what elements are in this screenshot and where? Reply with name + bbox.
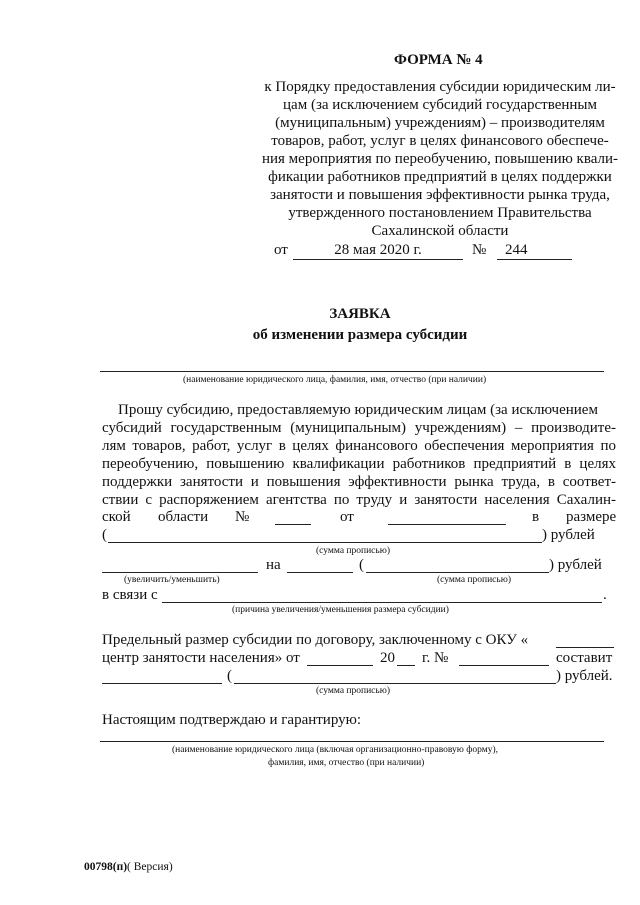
body-line-2: субсидий государственным (муниципальным) учреждениям) – производите- — [102, 420, 616, 436]
document-title: ЗАЯВКА — [329, 306, 391, 322]
body-line-3: лям товаров, работ, услуг в целях финансового обеспечения мероприятия по — [102, 438, 616, 454]
body-line7-in: в — [532, 509, 540, 525]
header-line-4: товаров, работ, услуг в целях финансового обеспече- — [271, 133, 609, 149]
body-line7-word1: ской — [102, 509, 131, 525]
limit-line-1: Предельный размер субсидии по договору, заключенному с ОКУ « — [102, 632, 529, 648]
body-line7-word2: области — [158, 509, 209, 525]
delta-paren-open: ( — [359, 557, 364, 573]
contract-date-underline — [307, 665, 373, 666]
document-code — [84, 861, 173, 873]
order-date: 28 мая 2020 г. — [334, 242, 422, 258]
delta-words-underline — [366, 572, 549, 573]
body-line7-size: размере — [566, 509, 617, 525]
entity-name-caption: (наименование юридического лица, фамилия, имя, отчество (при наличии) — [183, 375, 487, 385]
increase-underline — [102, 572, 258, 573]
body-line-4: переобучению, повышению квалификации работников предприятий в целях — [102, 456, 616, 472]
document-code-version: ( Версия) — [127, 861, 173, 873]
amount-rub-close: ) рублей — [542, 527, 595, 543]
document-subtitle: об изменении размера субсидии — [252, 327, 468, 343]
order-num-underline — [275, 524, 311, 525]
header-line-8: утвержденного постановлением Правительства — [288, 205, 592, 221]
from-label: от — [274, 242, 288, 258]
order-number: 244 — [505, 242, 528, 258]
header-line-5: ния мероприятия по переобучению, повышению квали- — [261, 151, 619, 167]
limit-words-underline — [234, 683, 556, 684]
delta-words-caption: (сумма прописью) — [437, 575, 511, 585]
body-line-1: Прошу субсидию, предоставляемую юридическим лицам (за исключением — [118, 402, 598, 418]
body-line-6: ствии с распоряжением агентства по труду и занятости населения Сахалин- — [102, 492, 616, 508]
delta-rub-close: ) рублей — [549, 557, 602, 573]
confirm-underline — [100, 741, 604, 742]
confirm-caption-1: (наименование юридического лица (включая организационно-правовую форму), — [172, 745, 499, 755]
confirm-caption-2: фамилия, имя, отчество (при наличии) — [268, 758, 425, 768]
amount-words-underline — [108, 542, 542, 543]
body-line-5: поддержки занятости и повышения эффективности рынка труда, в соответ- — [102, 474, 616, 490]
header-line-6: фикации работников предприятий в целях поддержки — [268, 169, 612, 185]
reason-caption: (причина увеличения/уменьшения размера субсидии) — [232, 605, 449, 615]
entity-name-underline — [100, 371, 604, 372]
header-line-9: Сахалинской области — [371, 223, 509, 239]
date-underline — [293, 259, 463, 260]
on-label: на — [266, 557, 281, 573]
reason-end-dot: . — [603, 587, 607, 603]
limit-rub-close: ) рублей. — [556, 668, 613, 684]
reason-underline — [162, 602, 602, 603]
header-line-2: цам (за исключением субсидий государственным — [283, 97, 597, 113]
header-line-3: (муниципальным) учреждениям) – производителям — [275, 115, 605, 131]
limit-number-label: г. № — [422, 650, 449, 666]
order-date-underline — [388, 524, 506, 525]
limit-will-be: составит — [556, 650, 613, 666]
increase-caption: (увеличить/уменьшить) — [124, 575, 220, 585]
limit-year-prefix: 20 — [380, 650, 395, 666]
form-number: ФОРМА № 4 — [394, 52, 483, 68]
limit-line2-a: центр занятости населения» от — [102, 650, 300, 666]
header-line-7: занятости и повышения эффективности рынка труда, — [270, 187, 610, 203]
delta-underline — [287, 572, 353, 573]
header-line-1: к Порядку предоставления субсидии юридическим ли- — [264, 79, 616, 95]
contract-year-underline — [397, 665, 415, 666]
amount-paren-open: ( — [102, 527, 107, 543]
document-code-number: 00798(п) — [84, 861, 128, 873]
number-underline — [497, 259, 572, 260]
number-label: № — [472, 242, 487, 258]
limit-paren-open: ( — [227, 668, 232, 684]
ocu-name-underline — [556, 647, 614, 648]
contract-number-underline — [459, 665, 549, 666]
limit-amount-underline — [102, 683, 222, 684]
amount-words-caption: (сумма прописью) — [316, 546, 390, 556]
due-to-label: в связи с — [102, 587, 158, 603]
limit-words-caption: (сумма прописью) — [316, 686, 390, 696]
confirm-text: Настоящим подтверждаю и гарантирую: — [102, 712, 362, 728]
body-line7-from: от — [340, 509, 354, 525]
body-line7-num: № — [235, 509, 250, 525]
